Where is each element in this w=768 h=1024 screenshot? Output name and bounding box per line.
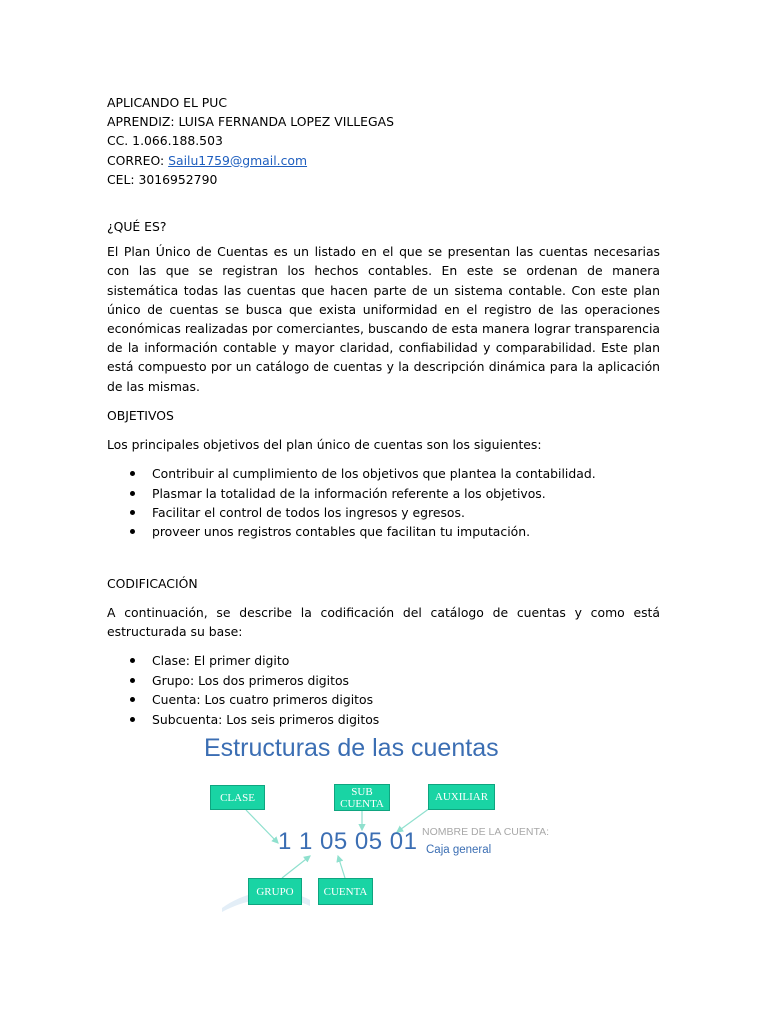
list-item: proveer unos registros contables que facilitan tu imputación. <box>107 522 660 541</box>
nombre-cuenta-value: Caja general <box>426 844 492 856</box>
correo-label: CORREO: <box>107 152 169 168</box>
nombre-cuenta-label: NOMBRE DE LA CUENTA: <box>422 826 549 838</box>
codificacion-list <box>107 651 660 729</box>
list-item: Cuenta: Los cuatro primeros digitos <box>107 690 660 709</box>
list-item: Grupo: Los dos primeros digitos <box>107 671 660 690</box>
objetivos-list <box>107 464 660 542</box>
codificacion-heading: CODIFICACIÓN <box>107 575 198 591</box>
list-item: Plasmar la totalidad de la información referente a los objetivos. <box>107 484 660 503</box>
aprendiz-line: APRENDIZ: LUISA FERNANDA LOPEZ VILLEGAS <box>107 114 394 130</box>
cc-line: CC. 1.066.188.503 <box>107 133 223 149</box>
email-link[interactable]: Sailu1759@gmail.com <box>168 152 308 168</box>
objetivos-intro: Los principales objetivos del plan único de cuentas son los siguientes: <box>107 437 542 453</box>
codificacion-intro: A continuación, se describe la codificación del catálogo de cuentas y como está estructurada su base: <box>107 605 660 640</box>
que-es-paragraph: El Plan Único de Cuentas es un listado en el que se presentan las cuentas necesarias con las que se registran los hechos contables. En este se ordenan de manera sistemática todas las cuentas que hacen parte de un sistema contable. Con este plan único de cuentas se busca que exista uniformidad en el registro de las operaciones económicas realizadas por comerciantes, buscando de esta manera lograr transparencia de la información contable y mayor claridad, confiabilidad y comparabilidad. Este plan está compuesto por un catálogo de cuentas y la descripción dinámica para la aplicación de las mismas. <box>107 244 660 394</box>
sub-cuenta-label-1: SUB <box>351 785 373 798</box>
diagram-title: Estructuras de las cuentas <box>204 734 499 762</box>
arrow-grupo <box>282 856 310 878</box>
document-title: APLICANDO EL PUC <box>107 95 227 110</box>
account-code: 1 1 05 05 01 <box>278 828 418 855</box>
list-item: Subcuenta: Los seis primeros digitos <box>107 710 660 729</box>
list-item: Clase: El primer digito <box>107 651 660 670</box>
document-body <box>107 93 660 729</box>
clase-box: CLASE <box>210 785 265 810</box>
que-es-heading: ¿QUÉ ES? <box>107 219 167 235</box>
account-structure-diagram <box>190 728 590 918</box>
list-item: Facilitar el control de todos los ingresos y egresos. <box>107 503 660 522</box>
cuenta-box: CUENTA <box>318 878 373 905</box>
objetivos-heading: OBJETIVOS <box>107 407 174 423</box>
auxiliar-box: AUXILIAR <box>428 784 495 810</box>
cel-line: CEL: 3016952790 <box>107 171 218 187</box>
list-item: Contribuir al cumplimiento de los objetivos que plantea la contabilidad. <box>107 464 660 483</box>
sub-cuenta-box <box>334 784 390 811</box>
arrow-clase <box>246 810 278 843</box>
arrow-cuenta <box>338 856 345 878</box>
correo-line <box>107 151 660 170</box>
sub-cuenta-label-2: CUENTA <box>340 797 384 810</box>
grupo-box: GRUPO <box>248 878 302 905</box>
